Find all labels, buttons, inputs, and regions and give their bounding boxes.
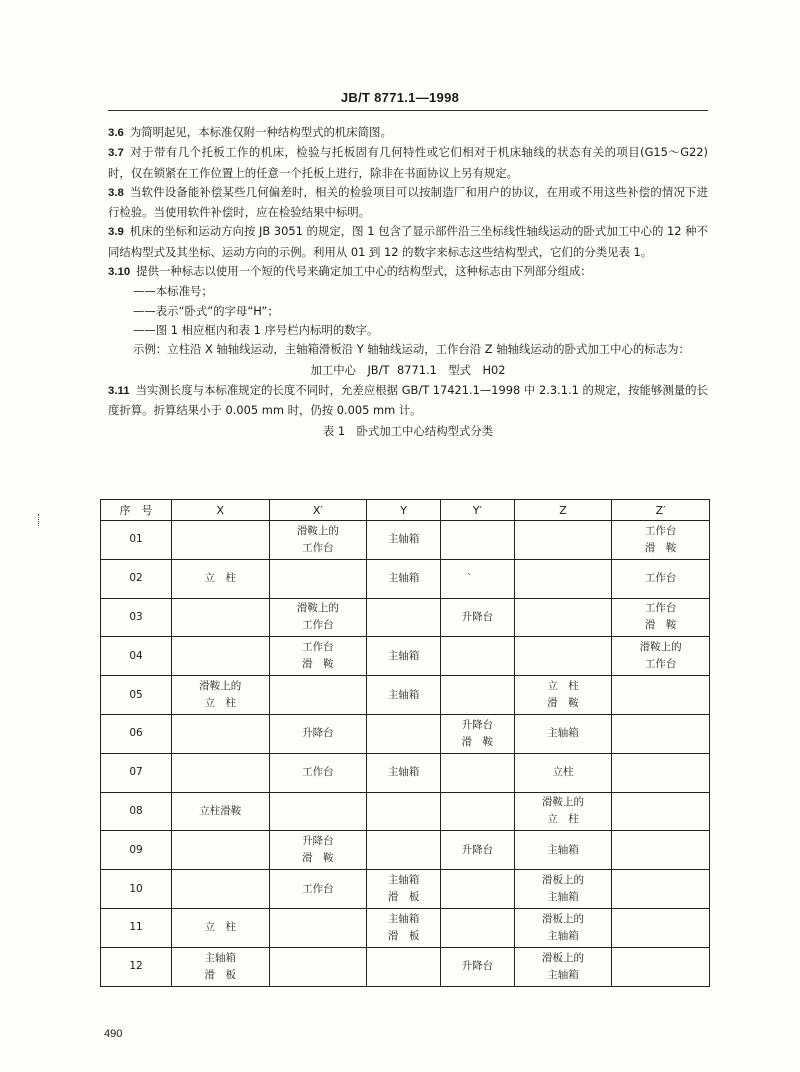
row-number-cell [101, 792, 172, 831]
table-cell [440, 908, 514, 947]
cell-text: 滑鞍上的 [542, 796, 585, 809]
cell-text: 07 [129, 766, 143, 779]
cell-text: 立 柱 [204, 697, 237, 710]
clause-3-9 [108, 222, 708, 262]
cell-text: 工作台 [644, 572, 677, 585]
table-row [101, 753, 710, 792]
list-item: ——本标准号； [133, 284, 213, 299]
table-row [101, 947, 710, 986]
table-cell [269, 908, 367, 947]
cell-text: 工作台 [302, 766, 334, 779]
table-cell [367, 598, 441, 637]
table-row [101, 521, 710, 560]
cell-text: 工作台 [644, 524, 677, 537]
table-cell [269, 870, 367, 909]
cell-text: 滑 鞍 [461, 735, 494, 748]
cell-text: 滑鞍上的 [296, 524, 339, 537]
cell-text: 立 柱 [547, 813, 579, 826]
clause-3-7 [108, 143, 708, 183]
table-row [101, 870, 710, 909]
table-cell [514, 559, 612, 598]
row-number-cell [101, 521, 172, 560]
table-cell [172, 559, 270, 598]
table-cell [269, 676, 367, 715]
cell-text: 升降台 [461, 960, 494, 973]
table-cell [269, 831, 367, 870]
clause-3-8 [108, 183, 708, 223]
cell-text: 升降台 [461, 718, 494, 731]
table-cell [612, 908, 710, 947]
table-cell [514, 521, 612, 560]
table-cell [269, 714, 367, 753]
cell-text: 滑 鞍 [644, 541, 677, 554]
table-title: 表 1 卧式加工中心结构型式分类 [322, 424, 494, 439]
cell-text: 工作台 [644, 658, 677, 671]
row-number-cell [101, 559, 172, 598]
cell-text: 滑 鞍 [547, 697, 579, 710]
clause-3-6 [108, 123, 708, 143]
header-rule [108, 110, 708, 111]
standard-code-header: JB/T 8771.1—1998 [340, 90, 460, 105]
column-header: Y [367, 500, 441, 521]
table-cell [612, 676, 710, 715]
cell-text: 工作台 [302, 882, 334, 895]
clause-number: 3.10 [108, 266, 131, 279]
cell-text: 03 [129, 610, 143, 623]
table-cell [367, 714, 441, 753]
structure-type-table [100, 499, 710, 987]
clause-3-10 [108, 262, 708, 282]
list-item: ——表示“卧式”的字母“H”； [133, 303, 279, 318]
cell-text: 主轴箱 [387, 766, 420, 779]
cell-text: 滑 板 [387, 891, 420, 904]
table-cell [269, 637, 367, 676]
table-cell [612, 598, 710, 637]
table-row [101, 637, 710, 676]
table-cell [440, 831, 514, 870]
row-number-cell [101, 831, 172, 870]
cell-text: 主轴箱 [387, 533, 420, 546]
row-number-cell [101, 714, 172, 753]
table-cell [172, 521, 270, 560]
table-cell [440, 792, 514, 831]
table-row [101, 831, 710, 870]
table-cell [514, 947, 612, 986]
table-cell [440, 521, 514, 560]
cell-text: 主轴箱 [547, 891, 579, 904]
table-cell [172, 637, 270, 676]
table-cell [514, 908, 612, 947]
clause-text: 当实测长度与本标准规定的长度不同时，允差应根据 GB/T 17421.1—1998 中 2.3.1.1 的规定，按能够测量的长度折算。折算结果小于 0.005 mm 时，仍按 0.005 mm 计。 [108, 382, 708, 418]
cell-text: 主轴箱 [387, 912, 420, 925]
row-number-cell [101, 598, 172, 637]
table-cell [367, 831, 441, 870]
cell-text: 01 [129, 533, 143, 546]
cell-text: 滑板上的 [542, 951, 585, 964]
table-cell [514, 714, 612, 753]
cell-text: 主轴箱 [387, 688, 420, 701]
cell-text: 滑鞍上的 [296, 602, 339, 615]
cell-text: 11 [129, 921, 143, 934]
table-cell [269, 947, 367, 986]
table-cell [367, 676, 441, 715]
table-cell [269, 598, 367, 637]
table-cell [367, 947, 441, 986]
cell-text: 滑鞍上的 [199, 680, 242, 693]
table-cell [172, 870, 270, 909]
example-text: 示例：立柱沿 X 轴轴线运动，主轴箱滑板沿 Y 轴轴线运动，工作台沿 Z 轴轴线运动的卧式加工中心的标志为： [133, 342, 690, 357]
table-row [101, 559, 710, 598]
example-designation: 加工中心 JB/T 8771.1 型式 H02 [310, 362, 506, 377]
table-cell [269, 559, 367, 598]
cell-text: 主轴箱 [387, 649, 420, 662]
row-number-cell [101, 753, 172, 792]
cell-text: 04 [129, 649, 143, 662]
table-cell [367, 521, 441, 560]
cell-text: 立柱滑鞍 [199, 804, 242, 817]
clause-number: 3.9 [108, 226, 124, 239]
cell-text: 工作台 [302, 541, 334, 554]
column-header: Y′ [440, 500, 514, 521]
cell-text: 滑 板 [387, 929, 420, 942]
table-cell [612, 831, 710, 870]
table-cell [367, 753, 441, 792]
cell-text: 主轴箱 [204, 951, 237, 964]
column-header: Z [514, 500, 612, 521]
table-cell [440, 637, 514, 676]
cell-text: 滑 板 [204, 968, 237, 981]
table-row [101, 714, 710, 753]
table-cell [440, 947, 514, 986]
row-number-cell [101, 676, 172, 715]
clause-text: 机床的坐标和运动方向按 JB 3051 的规定，图 1 包含了显示部件沿三坐标线性轴线运动的卧式加工中心的 12 种不同结构型式及其坐标、运动方向的示例。利用从 01 到 12 的数字来标志这些结构型式，它们的分类见表 1。 [108, 224, 708, 259]
table-cell [514, 831, 612, 870]
column-header: 序 号 [101, 500, 172, 521]
clause-number: 3.11 [108, 384, 130, 397]
table-cell [367, 870, 441, 909]
table-cell [612, 792, 710, 831]
clause-text: 对于带有几个托板工作的机床，检验与托板固有几何特性或它们相对于机床轴线的状态有关的项目(G15～G22)时，仅在锁紧在工作位置上的任意一个托板上进行，除非在书面协议上另有规定。 [108, 145, 708, 180]
stray-mark: ˋ [467, 573, 472, 584]
cell-text: 工作台 [644, 602, 677, 615]
table-cell [172, 676, 270, 715]
table-cell [367, 559, 441, 598]
clause-number: 3.7 [108, 147, 124, 160]
table-cell [269, 753, 367, 792]
cell-text: 工作台 [302, 619, 334, 632]
table-cell [172, 831, 270, 870]
table-cell [172, 753, 270, 792]
table-cell [612, 637, 710, 676]
cell-text: 立 柱 [547, 680, 579, 693]
table-cell [172, 714, 270, 753]
table-cell [612, 521, 710, 560]
table-cell [440, 598, 514, 637]
cell-text: 升降台 [461, 843, 494, 856]
cell-text: 滑 鞍 [302, 658, 334, 671]
table-cell [514, 637, 612, 676]
table-header-row [101, 500, 710, 521]
cell-text: 立柱 [552, 766, 574, 779]
table-row [101, 676, 710, 715]
table-cell [514, 676, 612, 715]
table-cell [514, 598, 612, 637]
cell-text: 主轴箱 [387, 874, 420, 887]
cell-text: 滑板上的 [542, 874, 585, 887]
cell-text: 05 [129, 688, 143, 701]
cell-text: 主轴箱 [547, 968, 579, 981]
cell-text: 主轴箱 [547, 727, 579, 740]
clause-number: 3.8 [108, 186, 124, 199]
cell-text: 主轴箱 [387, 572, 420, 585]
cell-text: 滑 鞍 [302, 852, 334, 865]
clause-text: 当软件设备能补偿某些几何偏差时，相关的检验项目可以按制造厂和用户的协议，在用或不用这些补偿的情况下进行检验。当使用软件补偿时，应在检验结果中标明。 [108, 184, 708, 220]
table-body [101, 521, 710, 987]
row-number-cell [101, 870, 172, 909]
cell-text: 滑 鞍 [644, 619, 677, 632]
cell-text: 08 [129, 804, 143, 817]
table-cell [612, 947, 710, 986]
table-cell [367, 637, 441, 676]
table-row [101, 598, 710, 637]
table-cell [367, 908, 441, 947]
table-cell [514, 870, 612, 909]
table-cell [514, 792, 612, 831]
cell-text: 滑板上的 [542, 912, 585, 925]
clause-number: 3.6 [108, 127, 124, 139]
row-number-cell [101, 908, 172, 947]
cell-text: 10 [129, 882, 143, 895]
cell-text: 立 柱 [204, 572, 237, 585]
table-cell [269, 521, 367, 560]
page-number: 490 [104, 1028, 123, 1040]
table-cell [269, 792, 367, 831]
clause-3-11 [108, 381, 708, 421]
table-cell [440, 753, 514, 792]
table-cell [172, 908, 270, 947]
cell-text: 升降台 [302, 835, 334, 848]
row-number-cell [101, 947, 172, 986]
table-cell [612, 714, 710, 753]
margin-mark [38, 514, 41, 526]
body-text [108, 123, 708, 446]
column-header: X′ [269, 500, 367, 521]
cell-text: 升降台 [461, 610, 494, 623]
table-cell [440, 559, 514, 598]
row-number-cell [101, 637, 172, 676]
table-cell [172, 598, 270, 637]
table-cell [612, 870, 710, 909]
table-cell [514, 753, 612, 792]
cell-text: 升降台 [302, 727, 334, 740]
list-item: ——图 1 相应框内和表 1 序号栏内标明的数字。 [133, 322, 379, 337]
cell-text: 立 柱 [204, 921, 237, 934]
cell-text: 工作台 [302, 641, 334, 654]
cell-text: 滑鞍上的 [639, 641, 682, 654]
cell-text: 06 [129, 727, 143, 740]
cell-text: 12 [129, 960, 143, 973]
table-cell [172, 792, 270, 831]
table-cell [440, 870, 514, 909]
table-cell [367, 792, 441, 831]
table-cell [440, 714, 514, 753]
table-cell [612, 753, 710, 792]
table-cell [440, 676, 514, 715]
column-header: Z′ [612, 500, 710, 521]
cell-text: 02 [129, 572, 143, 585]
cell-text: 09 [129, 843, 143, 856]
table-row [101, 908, 710, 947]
table-cell [172, 947, 270, 986]
table-row [101, 792, 710, 831]
cell-text: 主轴箱 [547, 929, 579, 942]
clause-text: 提供一种标志以使用一个短的代号来确定加工中心的结构型式，这种标志由下列部分组成： [136, 264, 592, 279]
clause-text: 为简明起见，本标准仅附一种结构型式的机床简图。 [129, 125, 392, 139]
table-cell [612, 559, 710, 598]
cell-text: 主轴箱 [547, 843, 579, 856]
column-header: X [172, 500, 270, 521]
